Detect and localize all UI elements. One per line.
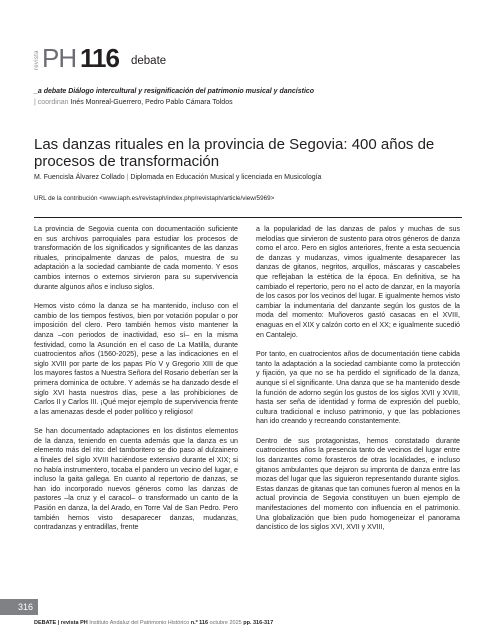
contribution-url-link[interactable]: <www.iaph.es/revistaph/index.php/revistaph/article/view/5969> (99, 195, 275, 202)
body-paragraph: Dentro de sus protagonistas, hemos constatado durante cuatrocientos años la presencia tanto de vecinos del lugar entre los danzantes como forasteros de otras localidades, e incluso gitanos ambulantes que dejaron su impronta de danza entre las mozas del lugar que las siguieron representando durante siglos. Estas danzas de gitanas que tan comunes fueron al menos en la actual provincia de Segovia constituyen un buen ejemplo de manifestaciones del momento con influencia en el patrimonio. Una globalización que bien pudo homogeneizar el panorama dancístico de los siglos XVI, XVII y XVIII, (256, 436, 460, 532)
page-footer (34, 619, 474, 627)
author-line (34, 173, 464, 182)
section-title: Diálogo intercultural y resignificación del patrimonio musical y dancístico (68, 88, 315, 95)
section-heading (34, 87, 464, 97)
header-divider (34, 217, 462, 218)
page-number: 316 (0, 599, 38, 615)
author-separator: | (126, 174, 129, 181)
footer-issue: n.º 116 (190, 620, 209, 626)
coordinators-prefix: | coordinan (34, 99, 69, 106)
journal-masthead (34, 44, 194, 74)
footer-institute: Instituto Andaluz del Patrimonio Histórico (89, 620, 190, 626)
author-name: M. Fuencisla Álvarez Collado (34, 174, 125, 181)
author-role: Diplomada en Educación Musical y licenciada en Musicología (130, 174, 322, 181)
body-paragraph: La provincia de Segovia cuenta con documentación suficiente en sus archivos parroquiales para estudiar los procesos de transformación de los significados y significantes de las danzas rituales, principalmente danzas de palos, muestra de su adaptación a la sociedad cambiante de cada momento. Y esos cambios internos o externos sirvieron para su supervivencia durante algunos años e incluso siglos. (34, 225, 238, 291)
coordinators-line (34, 98, 464, 108)
masthead-revista: revista (34, 50, 40, 70)
body-paragraph: Se han documentado adaptaciones en los distintos elementos de la danza, teniendo en cuenta además que la danza es un elemento más del rito: del tamboritero se dio paso al dulzainero a finales del siglo XVIII haciéndose extensivo durante el XIX; si no había instrumentero, tocaba el pandero un vecino del lugar, e incluso la gaita gallega. En cuanto al repertorio de danzas, se han ido incorporado nuevos géneros como las danzas de pastores –la cruz y el caracol– o transformado un canto de la Pasión en danza, la del Arado, en Torre Val de San Pedro. Pero también hemos visto desaparecer danzas, mudanzas, contradanzas y entradillas, frente (34, 427, 238, 532)
footer-date: octubre 2025 (209, 620, 242, 626)
masthead-ph: PH (42, 43, 77, 73)
body-paragraph: Hemos visto cómo la danza se ha mantenido, incluso con el cambio de los tiempos festivos, bien por votación popular o por imposición del clero. Pero también hemos visto mantener la danza –con periodos de inactividad, eso sí– en la misma festividad, como la Asunción en el caso de La Matilla, durante cuatrocientos años (1560-2025), pese a las indicaciones en el siglo XVIII por parte de los papas Pío V y Gregorio XIII de que los mayores fastos a Nuestra Señora del Rosario deberían ser la primera dominica de octubre. Y además se ha danzado desde el siglo XVI hasta nuestros días, pese a las prohibiciones de Carlos II y Carlos III. ¡Qué mejor ejemplo de supervivencia frente a las amenazas desde el poder político y religioso! (34, 302, 238, 416)
masthead-section: debate (131, 55, 167, 67)
masthead-issue-number: 116 (80, 43, 119, 73)
url-label: URL de la contribución (34, 195, 98, 202)
contribution-url-line (34, 194, 464, 203)
article-title: Las danzas rituales en la provincia de Segovia: 400 años de procesos de transformación (34, 136, 435, 170)
body-paragraph: Por tanto, en cuatrocientos años de documentación tiene cabida tanto la adaptación a la sociedad cambiante como la protección y fijación, ya que no se ha perdido el significado de la danza, aunque sí el significante. Una danza que se ha mantenido desde la función de adorno según los gustos de los siglos XVII y XVIII, hasta ser seña de identidad y forma de expresión del pueblo, cultura tradicional e incluso patrimonio, y que las poblaciones han ido creando y recreando constantemente. (256, 350, 460, 426)
body-column-right (256, 225, 460, 533)
body-column-left (34, 225, 238, 533)
coordinators-names: Inés Monreal-Guerrero, Pedro Pablo Cámara Toldos (70, 99, 233, 106)
footer-pages: pp. 316-317 (243, 620, 274, 626)
section-prefix: _a debate (34, 88, 67, 95)
body-paragraph: a la popularidad de las danzas de palos y muchas de sus melodías que sirvieron de sustento para otros géneros de danza como el arco. Pero en siglos anteriores, frente a esta secuencia de danzas y mudanzas, vimos igualmente desaparecer las danzas de gitanos, negritos, arquillos, máscaras y cascabeles que reflejaban la estética de la época. En definitiva, se ha cambiado el repertorio, pero no el acto de danzar, en la mayoría de los casos por los vecinos del lugar. E igualmente hemos visto cambiar la indumentaria del danzante según los gustos de la moda del momento: Muñoveros gastó casacas en el XVIII, enaguas en el XIX y calzón corto en el XX; e igualmente sucedió en Cantalejo. (256, 225, 460, 339)
footer-journal: DEBATE | revista PH (34, 620, 88, 626)
